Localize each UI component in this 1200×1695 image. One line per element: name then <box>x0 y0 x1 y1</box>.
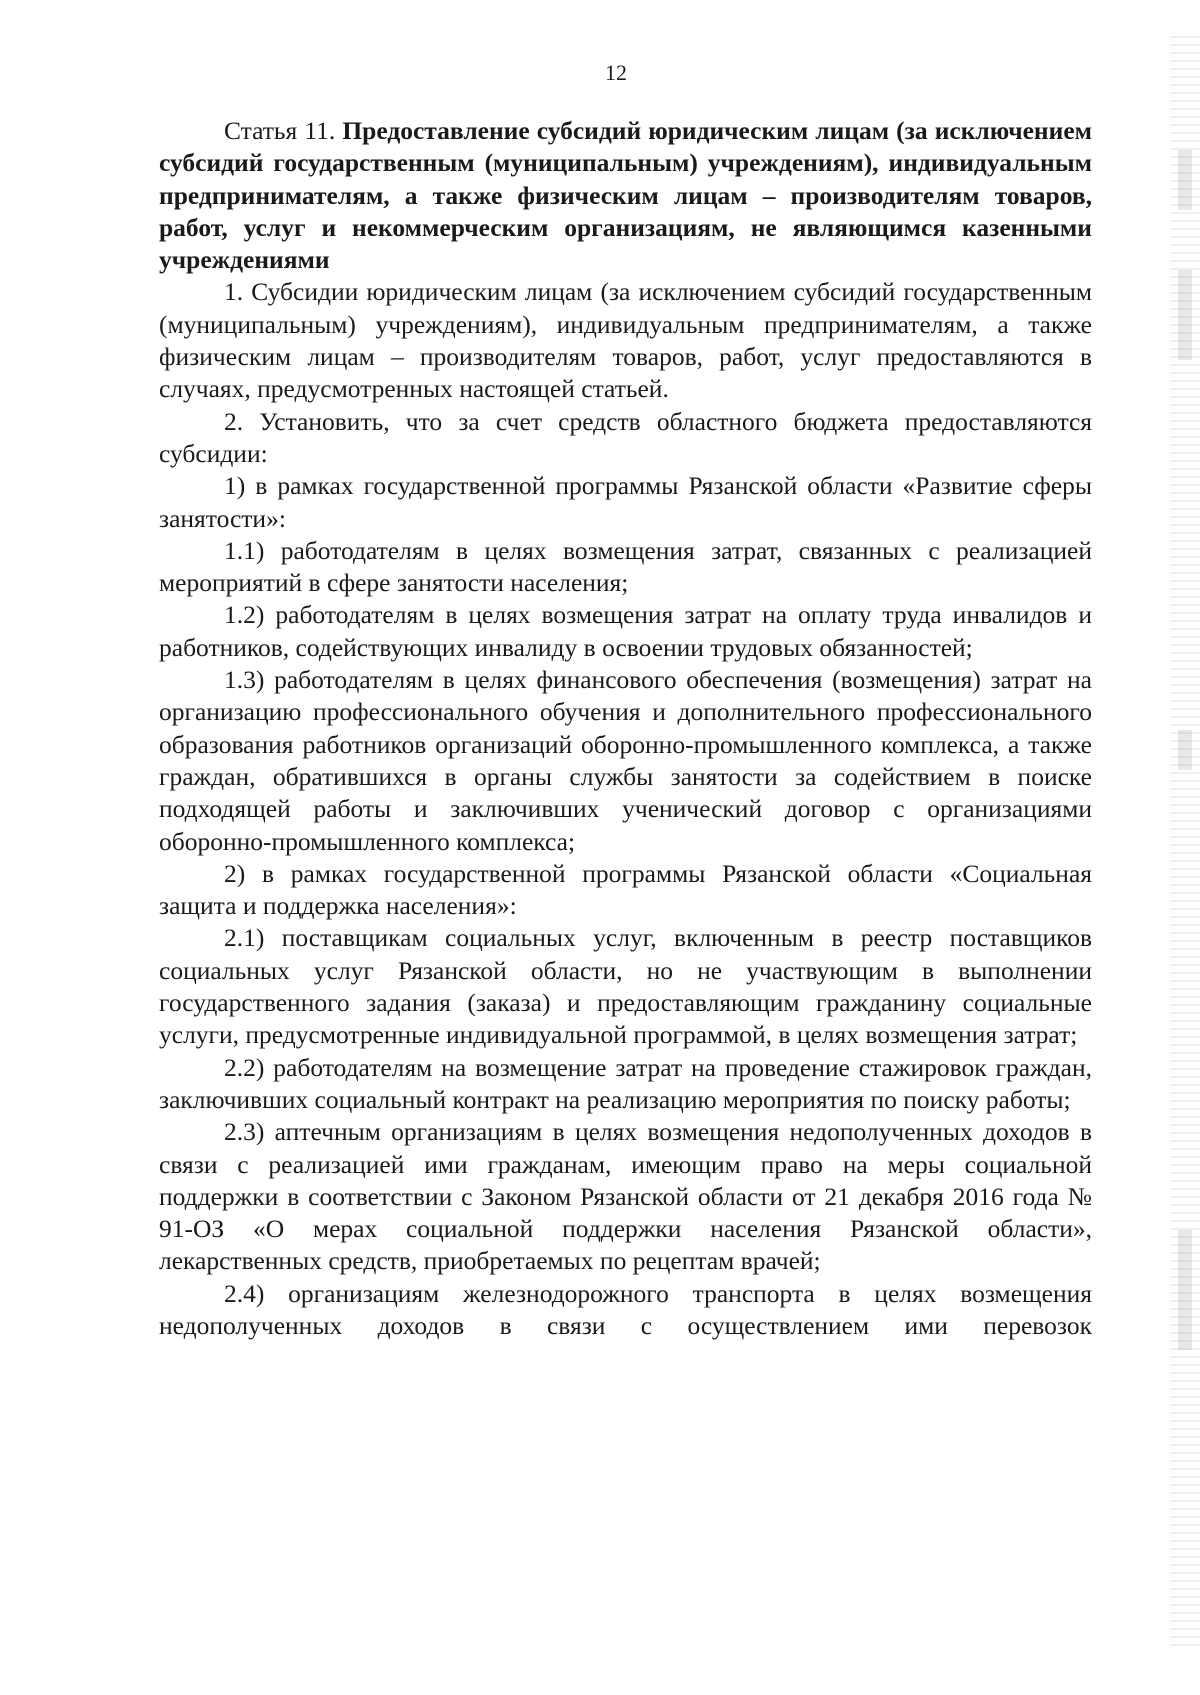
scan-mark <box>1178 730 1192 770</box>
paragraph-1: 1. Субсидии юридическим лицам (за исключением субсидий государственным (муниципальным) учреждениям), индивидуальным предпринимателям, а также физическим лицам – производителям товаров, работ, услуг предоставляются в случаях, предусмотренных настоящей статьей. <box>159 277 1092 404</box>
paragraph-2-2: 2.2) работодателям на возмещение затрат на проведение стажировок граждан, заключивших социальный контракт на реализацию мероприятия по поиску работы; <box>159 1052 1092 1114</box>
paragraph-1-2: 1.2) работодателям в целях возмещения затрат на оплату труда инвалидов и работников, содействующих инвалиду в освоении трудовых обязанностей; <box>159 600 1092 662</box>
paragraph-1-3: 1.3) работодателям в целях финансового обеспечения (возмещения) затрат на организацию профессионального обучения и дополнительного профессионального образования работников организаций оборонно-промышленного комплекса, а также граждан, обратившихся в органы службы занятости за содействием в поиске подходящей работы и заключивших ученический договор с организациями оборонно-промышленного комплекса; <box>159 665 1092 856</box>
paragraph-program-1: 1) в рамках государственной программы Рязанской области «Развитие сферы занятости»: <box>159 471 1092 533</box>
document-body <box>159 115 1092 1342</box>
paragraph-1-1: 1.1) работодателям в целях возмещения затрат, связанных с реализацией мероприятий в сфере занятости населения; <box>159 535 1092 598</box>
paragraph-2-3: 2.3) аптечным организациям в целях возмещения недополученных доходов в связи с реализацией ими гражданам, имеющим право на меры социальной поддержки в соответствии с Законом Рязанской области от 21 декабря 2016 года № 91-ОЗ «О мерах социальной поддержки населения Рязанской области», лекарственных средств, приобретаемых по рецептам врачей; <box>159 1117 1092 1276</box>
article-heading <box>159 115 1092 276</box>
article-title: Предоставление субсидий юридическим лицам (за исключением субсидий государственным (муниципальным) учреждениям), индивидуальным предпринимателям, а также физическим лицам – производителям товаров, работ, услуг и некоммерческим организациям, не являющимся казенными учреждениями <box>159 116 1093 275</box>
article-number: Статья 11. <box>224 116 336 145</box>
scan-edge-artifact <box>1170 30 1200 1650</box>
paragraph-2-4: 2.4) организациям железнодорожного транспорта в целях возмещения недополученных доходов в связи с осуществлением ими перевозок <box>159 1278 1092 1340</box>
paragraph-2-1: 2.1) поставщикам социальных услуг, включенным в реестр поставщиков социальных услуг Рязанской области, но не участвующим в выполнении государственного задания (заказа) и предоставляющим гражданину социальные услуги, предусмотренные индивидуальной программой, в целях возмещения затрат; <box>159 923 1092 1050</box>
scan-mark <box>1178 150 1192 210</box>
page-number: 12 <box>605 60 627 85</box>
scan-mark <box>1178 1230 1192 1350</box>
paragraph-program-2: 2) в рамках государственной программы Рязанской области «Социальная защита и поддержка населения»: <box>159 858 1092 921</box>
scan-mark <box>1178 270 1192 360</box>
paragraph-2: 2. Установить, что за счет средств областного бюджета предоставляются субсидии: <box>159 406 1092 468</box>
